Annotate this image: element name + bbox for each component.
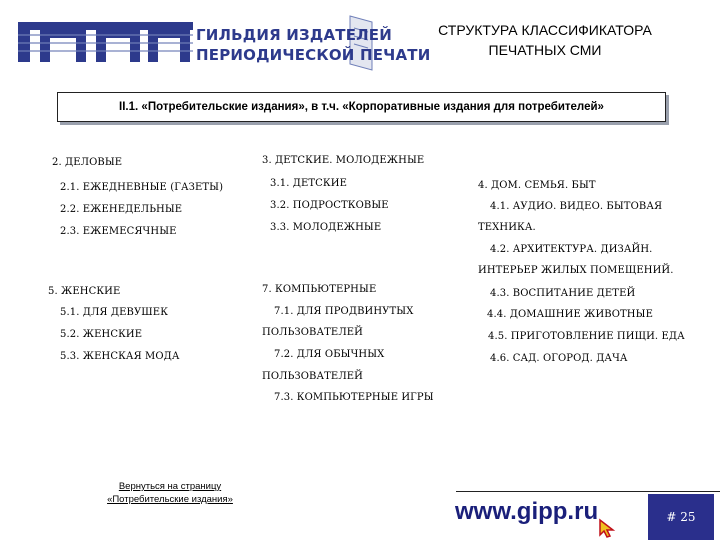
page-title-line1: СТРУКТУРА КЛАССИФИКАТОРА	[438, 22, 652, 38]
back-link-line2[interactable]: «Потребительские издания»	[107, 494, 233, 505]
women-item: 5.3. ЖЕНСКАЯ МОДА	[60, 351, 180, 362]
computer-item: 7.2. ДЛЯ ОБЫЧНЫХ	[274, 349, 385, 360]
home-item: ТЕХНИКА.	[478, 222, 536, 233]
home-heading: 4. ДОМ. СЕМЬЯ. БЫТ	[478, 180, 596, 191]
home-item: 4.1. АУДИО. ВИДЕО. БЫТОВАЯ	[490, 201, 663, 212]
business-heading: 2. ДЕЛОВЫЕ	[52, 157, 123, 168]
computer-item: 7.1. ДЛЯ ПРОДВИНУТЫХ	[274, 306, 414, 317]
section-banner: II.1. «Потребительские издания», в т.ч. «Корпоративные издания для потребителей»	[57, 92, 666, 122]
computer-item: ПОЛЬЗОВАТЕЛЕЙ	[262, 327, 363, 338]
back-link[interactable]	[80, 480, 260, 506]
computer-item: ПОЛЬЗОВАТЕЛЕЙ	[262, 371, 363, 382]
home-item: 4.6. САД. ОГОРОД. ДАЧА	[490, 353, 628, 364]
mouse-pointer-icon	[598, 518, 618, 538]
page-number-badge: # 25	[648, 494, 714, 540]
business-item: 2.1. ЕЖЕДНЕВНЫЕ (ГАЗЕТЫ)	[60, 182, 224, 193]
home-item: 4.2. АРХИТЕКТУРА. ДИЗАЙН.	[490, 244, 653, 255]
business-item: 2.3. ЕЖЕМЕСЯЧНЫЕ	[60, 226, 177, 237]
footer-divider	[456, 491, 720, 492]
home-item: 4.4. ДОМАШНИЕ ЖИВОТНЫЕ	[487, 309, 653, 320]
page-title-line2: ПЕЧАТНЫХ СМИ	[488, 42, 602, 58]
women-heading: 5. ЖЕНСКИЕ	[48, 286, 121, 297]
women-item: 5.1. ДЛЯ ДЕВУШЕК	[60, 307, 169, 318]
computer-heading: 7. КОМПЬЮТЕРНЫЕ	[262, 284, 377, 295]
children-item: 3.3. МОЛОДЕЖНЫЕ	[270, 222, 382, 233]
children-item: 3.2. ПОДРОСТКОВЫЕ	[270, 200, 389, 211]
page-title	[390, 20, 700, 60]
computer-item: 7.3. КОМПЬЮТЕРНЫЕ ИГРЫ	[274, 392, 434, 403]
logo-text-line1: ГИЛЬДИЯ ИЗДАТЕЛЕЙ	[196, 26, 393, 44]
back-link-line1[interactable]: Вернуться на страницу	[118, 481, 222, 492]
business-item: 2.2. ЕЖЕНЕДЕЛЬНЫЕ	[60, 204, 183, 215]
home-item: 4.5. ПРИГОТОВЛЕНИЕ ПИЩИ. ЕДА	[488, 331, 685, 342]
site-url-link[interactable]: www.gipp.ru	[455, 498, 599, 525]
children-heading: 3. ДЕТСКИЕ. МОЛОДЕЖНЫЕ	[262, 155, 425, 166]
logo-text-line2: ПЕРИОДИЧЕСКОЙ ПЕЧАТИ	[196, 46, 431, 64]
home-item: 4.3. ВОСПИТАНИЕ ДЕТЕЙ	[490, 288, 636, 299]
children-item: 3.1. ДЕТСКИЕ	[270, 178, 347, 189]
gipp-logo	[18, 10, 431, 72]
gipp-logo-mark	[18, 10, 193, 72]
women-item: 5.2. ЖЕНСКИЕ	[60, 329, 143, 340]
home-item: ИНТЕРЬЕР ЖИЛЫХ ПОМЕЩЕНИЙ.	[478, 265, 674, 276]
